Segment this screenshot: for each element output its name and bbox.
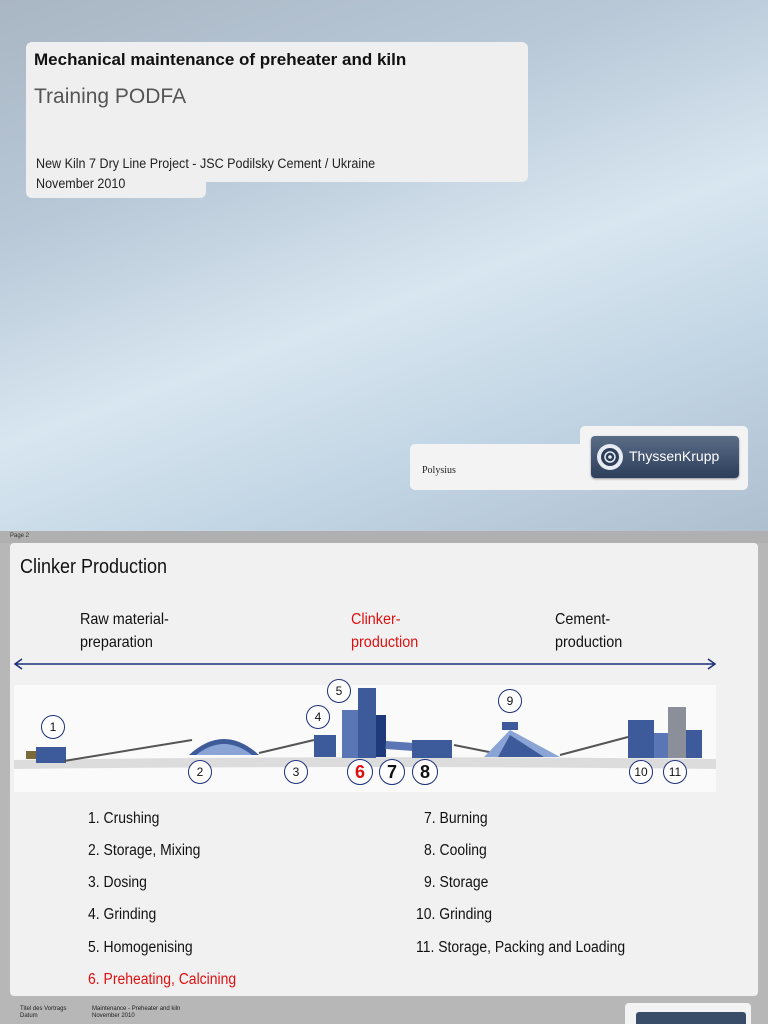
- marker-8: 8: [412, 759, 438, 785]
- step-dosing: 3. Dosing: [88, 874, 147, 891]
- project-name: New Kiln 7 Dry Line Project - JSC Podilsky Cement / Ukraine: [36, 156, 376, 171]
- raw-material-label: Raw material- preparation: [80, 611, 169, 651]
- step-homogenising: 5. Homogenising: [88, 939, 193, 956]
- step-cooling: 8. Cooling: [424, 842, 487, 859]
- thyssenkrupp-logo: [591, 436, 739, 478]
- marker-2: 2: [188, 760, 212, 784]
- slide-title: Mechanical maintenance of preheater and kiln: [34, 50, 407, 69]
- clinker-title: Clinker Production: [20, 556, 168, 578]
- presentation-date: November 2010: [36, 176, 126, 191]
- clinker-production-label: Clinker- production: [351, 611, 419, 651]
- marker-3: 3: [284, 760, 308, 784]
- footer-values: Maintenance - Preheater and kiln November 2010: [92, 1006, 181, 1019]
- process-arrow: [12, 656, 718, 672]
- marker-7: 7: [379, 759, 405, 785]
- step-storage: 9. Storage: [424, 874, 489, 891]
- footer-thyssenkrupp-logo: [636, 1012, 746, 1024]
- marker-10: 10: [629, 760, 653, 784]
- thyssenkrupp-emblem-icon: [597, 444, 623, 470]
- step-storage-mixing: 2. Storage, Mixing: [88, 842, 201, 859]
- step-crushing: 1. Crushing: [88, 810, 160, 827]
- step-preheating-calcining: 6. Preheating, Calcining: [88, 971, 237, 988]
- logo-text: ThyssenKrupp: [629, 448, 720, 464]
- step-burning: 7. Burning: [424, 810, 488, 827]
- marker-6: 6: [347, 759, 373, 785]
- page-label: Page 2: [10, 533, 30, 539]
- slide-divider: [0, 531, 768, 543]
- cement-production-label: Cement- production: [555, 611, 623, 651]
- step-grinding: 4. Grinding: [88, 906, 157, 923]
- marker-11: 11: [663, 760, 687, 784]
- slide-subtitle: Training PODFA: [34, 85, 187, 108]
- marker-4: 4: [306, 705, 330, 729]
- marker-9: 9: [498, 689, 522, 713]
- footer-labels: Titel des Vortrags Datum: [20, 1006, 67, 1019]
- marker-1: 1: [41, 715, 65, 739]
- step-storage-packing-loading: 11. Storage, Packing and Loading: [416, 939, 626, 956]
- division-name: Polysius: [422, 465, 456, 476]
- step-cement-grinding: 10. Grinding: [416, 906, 493, 923]
- marker-5: 5: [327, 679, 351, 703]
